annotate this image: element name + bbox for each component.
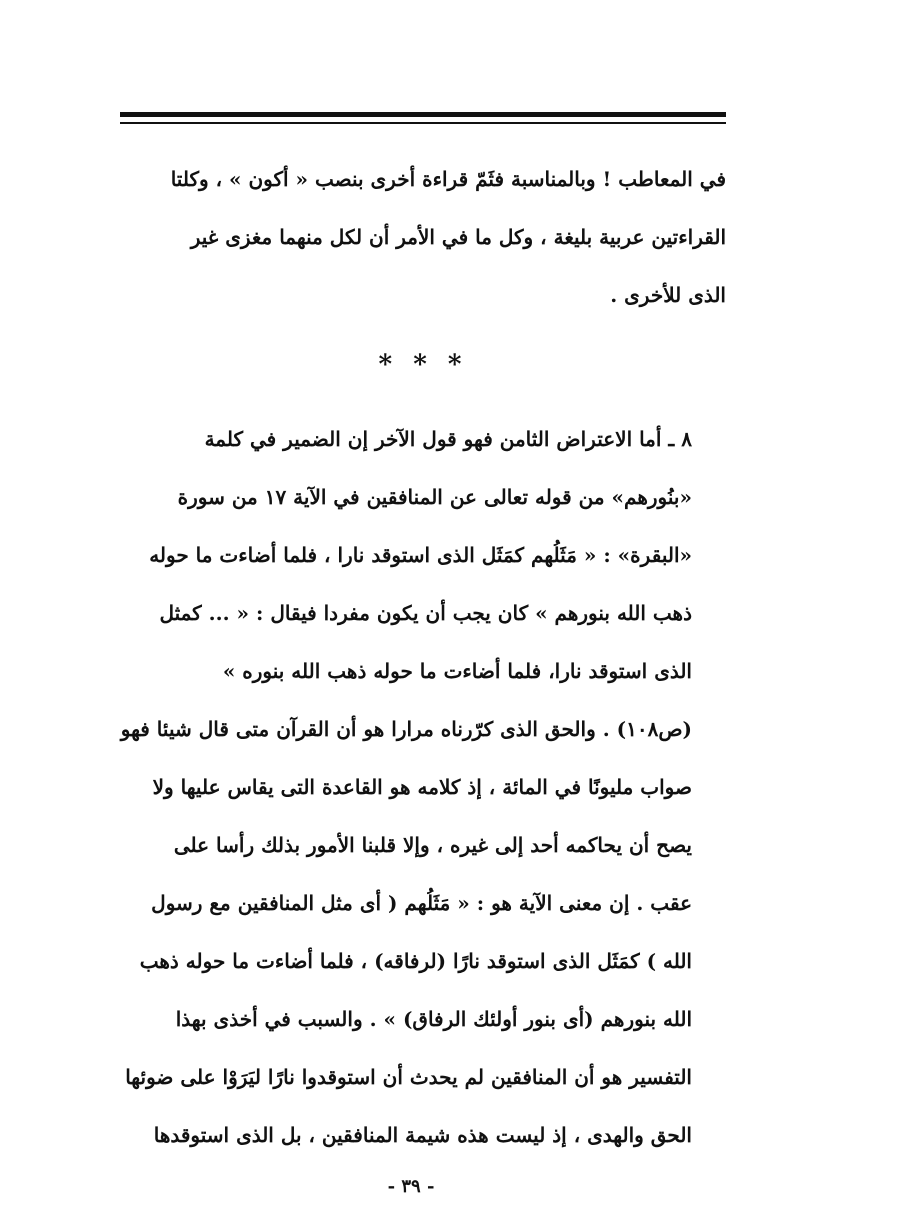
- section-separator: * * *: [378, 350, 468, 380]
- paragraph-2-line: «البقرة» : « مَثَلُهم كمَثَل الذى استوقد نارا ، فلما أضاءت ما حوله: [149, 543, 692, 567]
- paragraph-2-line: ٨ ـ أما الاعتراض الثامن فهو قول الآخر إن الضمير في كلمة: [204, 427, 692, 451]
- paragraph-2-line: الله ) كمَثَل الذى استوقد نارًا (لرفاقه) ، فلما أضاءت ما حوله ذهب: [139, 949, 692, 973]
- header-rule-thick: [120, 112, 726, 117]
- paragraph-1-line: الذى للأخرى .: [610, 283, 726, 307]
- paragraph-2: [120, 410, 726, 1164]
- paragraph-2-line: الله بنورهم (أى بنور أولئك الرفاق) » . والسبب في أخذى بهذا: [175, 1007, 692, 1031]
- paragraph-1-line: في المعاطب ! وبالمناسبة فثَمّ قراءة أخرى بنصب « أكون » ، وكلتا: [170, 167, 726, 191]
- paragraph-2-line: عقب . إن معنى الآية هو : « مَثَلُهم ( أى مثل المنافقين مع رسول: [151, 891, 692, 915]
- header-rule-thin: [120, 122, 726, 124]
- paragraph-2-line: الحق والهدى ، إذ ليست هذه شيمة المنافقين ، بل الذى استوقدها: [153, 1123, 692, 1147]
- page-number: - ٣٩ -: [387, 1176, 435, 1197]
- paragraph-2-line: صواب مليونًا في المائة ، إذ كلامه هو القاعدة التى يقاس عليها ولا: [152, 775, 692, 799]
- paragraph-2-line: يصح أن يحاكمه أحد إلى غيره ، وإلا قلبنا الأمور بذلك رأسا على: [173, 833, 692, 857]
- paragraph-2-line: الذى استوقد نارا، فلما أضاءت ما حوله ذهب الله بنوره »: [222, 659, 692, 683]
- paragraph-2-line: التفسير هو أن المنافقين لم يحدث أن استوقدوا نارًا ليَرَوْا على ضوئها: [125, 1065, 692, 1089]
- paragraph-2-line: «بنُورهم» من قوله تعالى عن المنافقين في الآية ١٧ من سورة: [177, 485, 692, 509]
- paragraph-2-line: (ص١٠٨) . والحق الذى كرّرناه مرارا هو أن القرآن متى قال شيئا فهو: [120, 717, 692, 741]
- paragraph-2-line: ذهب الله بنورهم » كان يجب أن يكون مفردا فيقال : « ... كمثل: [159, 601, 692, 625]
- paragraph-1-line: القراءتين عربية بليغة ، وكل ما في الأمر أن لكل منهما مغزى غير: [190, 225, 726, 249]
- paragraph-1: [120, 150, 726, 324]
